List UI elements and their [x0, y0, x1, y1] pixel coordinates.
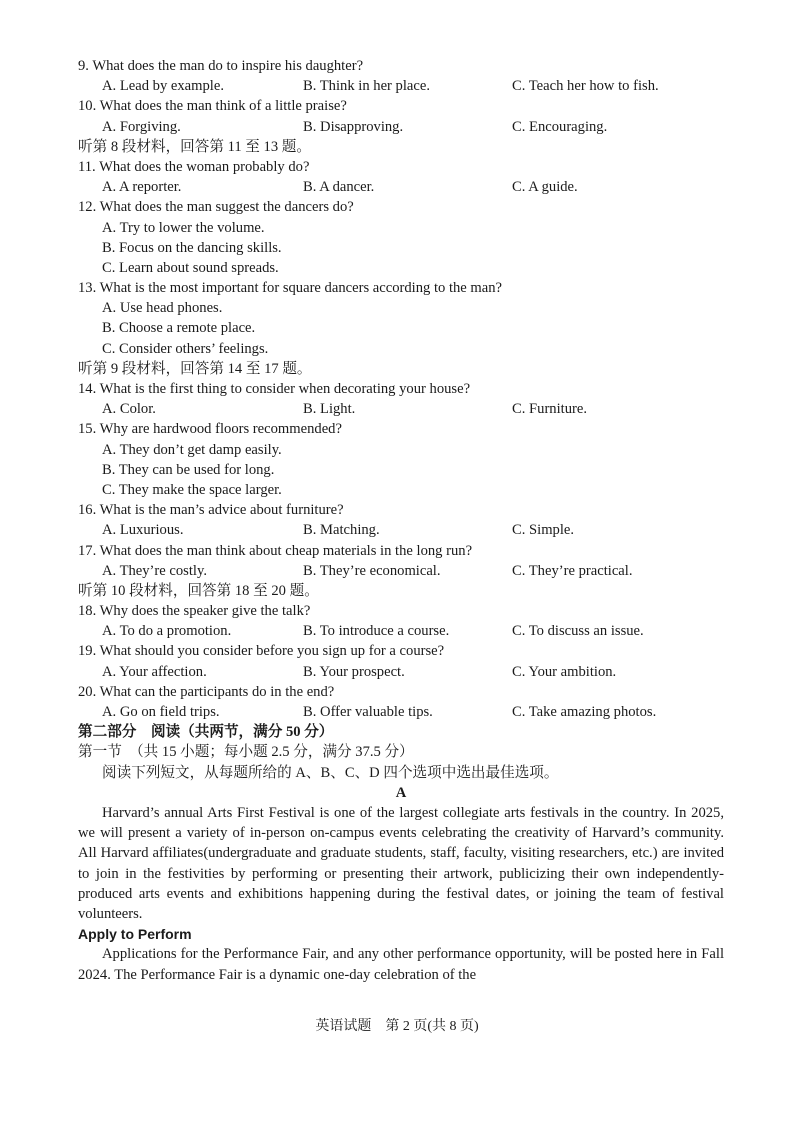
question-stem: 18. Why does the speaker give the talk? — [78, 603, 311, 620]
question-stem: 12. What does the man suggest the dancers do? — [78, 199, 354, 216]
answer-option: B. To introduce a course. — [303, 623, 450, 640]
reading-instruction: 阅读下列短文，从每题所给的 A、B、C、D 四个选项中选出最佳选项。 — [102, 764, 559, 781]
option-row — [78, 76, 724, 96]
listening-questions — [78, 56, 724, 722]
answer-option: A. Lead by example. — [102, 78, 224, 95]
answer-option: A. They don’t get damp easily. — [102, 441, 282, 458]
answer-option: A. Your affection. — [102, 663, 207, 680]
answer-option: B. Choose a remote place. — [102, 320, 256, 337]
section1-title: 第一节 （共 15 小题；每小题 2.5 分，满分 37.5 分） — [78, 744, 414, 761]
question-stem: 17. What does the man think about cheap materials in the long run? — [78, 542, 473, 559]
page-footer: 英语试题 第 2 页(共 8 页) — [315, 1019, 479, 1034]
option-row — [78, 621, 724, 641]
listening-section-header: 听第 10 段材料，回答第 18 至 20 题。 — [78, 582, 319, 599]
option-row — [78, 520, 724, 540]
part2-title: 第二部分 阅读（共两节，满分 50 分） — [78, 724, 334, 741]
answer-option: A. Forgiving. — [102, 118, 181, 135]
answer-option: C. Encouraging. — [512, 118, 608, 135]
exam-page — [78, 56, 724, 985]
question-stem: 20. What can the participants do in the end? — [78, 683, 335, 700]
answer-option: B. Light. — [303, 401, 356, 418]
answer-option: B. Think in her place. — [303, 78, 430, 95]
listening-section-header: 听第 9 段材料，回答第 14 至 17 题。 — [78, 360, 312, 377]
option-row — [78, 399, 724, 419]
answer-option: C. They’re practical. — [512, 562, 633, 579]
answer-option: A. To do a promotion. — [102, 623, 232, 640]
option-row — [78, 177, 724, 197]
answer-option: B. Focus on the dancing skills. — [102, 239, 282, 256]
section-heading: Apply to Perform — [78, 926, 192, 943]
answer-option: B. They can be used for long. — [102, 461, 275, 478]
passage-paragraph-1: Harvard’s annual Arts First Festival is one of the largest collegiate arts festivals in the country. In 2025, we will present a variety of in-person on-campus events celebrating the creativity of Harvard’s community. All Harvard affiliates(undergraduate and graduate students, staff, faculty, visiting researchers, etc.) are invited to join in the festivities by performing or presenting their artwork, publicizing their own independently-produced arts events and exhibitions happening during the festival dates, or joining the team of festival volunteers. — [78, 804, 724, 922]
question-stem: 16. What is the man’s advice about furniture? — [78, 502, 344, 519]
listening-section-header: 听第 8 段材料，回答第 11 至 13 题。 — [78, 138, 311, 155]
answer-option: A. Color. — [102, 401, 156, 418]
answer-option: A. Luxurious. — [102, 522, 184, 539]
answer-option: A. A reporter. — [102, 179, 182, 196]
answer-option: B. They’re economical. — [303, 562, 441, 579]
option-row — [78, 702, 724, 722]
answer-option: C. Furniture. — [512, 401, 587, 418]
answer-option: B. A dancer. — [303, 179, 375, 196]
answer-option: B. Matching. — [303, 522, 380, 539]
answer-option: C. Learn about sound spreads. — [102, 259, 279, 276]
answer-option: C. Your ambition. — [512, 663, 617, 680]
question-stem: 15. Why are hardwood floors recommended? — [78, 421, 342, 438]
answer-option: B. Disapproving. — [303, 118, 404, 135]
answer-option: C. Take amazing photos. — [512, 704, 657, 720]
answer-option: C. To discuss an issue. — [512, 623, 644, 640]
answer-option: B. Offer valuable tips. — [303, 704, 433, 720]
answer-option: C. Consider others’ feelings. — [102, 340, 269, 357]
answer-option: A. Try to lower the volume. — [102, 219, 265, 236]
answer-option: C. A guide. — [512, 179, 578, 196]
passage-paragraph-2: Applications for the Performance Fair, and any other performance opportunity, will be posted here in Fall 2024. The Performance Fair is a dynamic one-day celebration of the — [78, 946, 724, 983]
answer-option: C. They make the space larger. — [102, 481, 282, 498]
question-stem: 10. What does the man think of a little praise? — [78, 98, 347, 115]
answer-option: C. Simple. — [512, 522, 575, 539]
answer-option: A. They’re costly. — [102, 562, 207, 579]
passage-label: A — [395, 784, 407, 801]
option-row — [78, 561, 724, 581]
option-row — [78, 117, 724, 137]
answer-option: C. Teach her how to fish. — [512, 78, 659, 95]
option-row — [78, 662, 724, 682]
answer-option: A. Use head phones. — [102, 300, 223, 317]
question-stem: 19. What should you consider before you sign up for a course? — [78, 643, 445, 660]
question-stem: 9. What does the man do to inspire his daughter? — [78, 58, 364, 74]
answer-option: A. Go on field trips. — [102, 704, 220, 720]
question-stem: 13. What is the most important for square dancers according to the man? — [78, 280, 503, 297]
answer-option: B. Your prospect. — [303, 663, 405, 680]
question-stem: 11. What does the woman probably do? — [78, 158, 310, 175]
question-stem: 14. What is the first thing to consider when decorating your house? — [78, 381, 471, 397]
